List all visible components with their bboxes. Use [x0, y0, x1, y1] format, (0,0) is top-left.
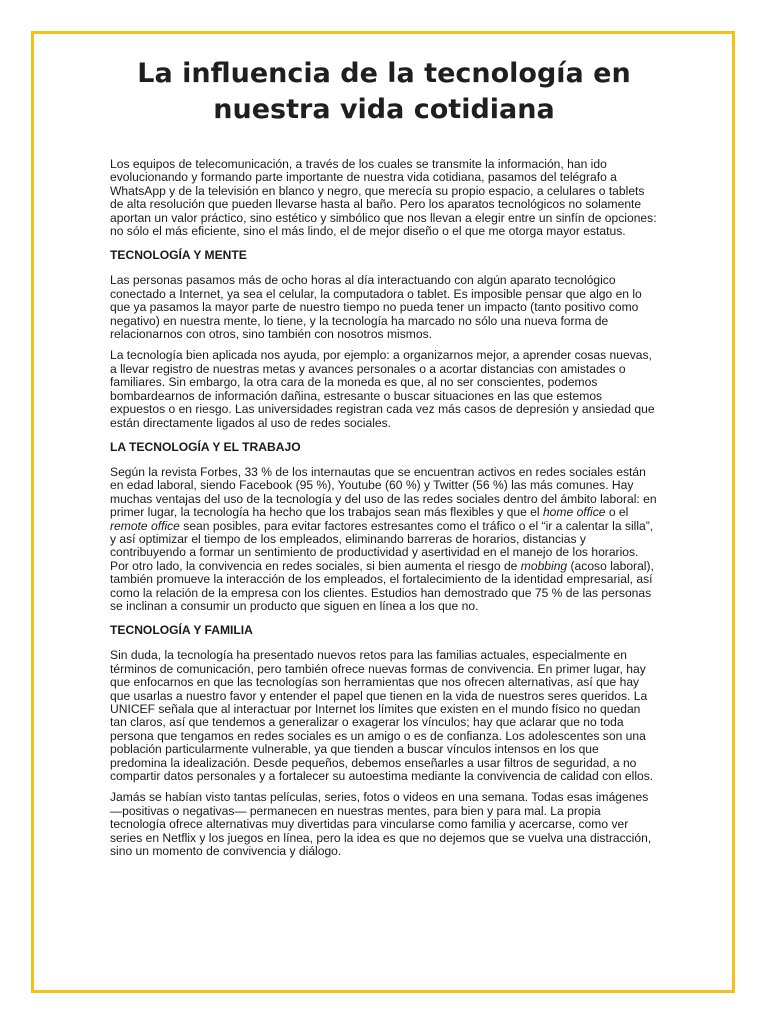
- mente-paragraph-1: Las personas pasamos más de ocho horas al día interactuando con algún aparato tecnológico conectado a Internet, ya sea el celular, la computadora o tablet. Es imposible pensar que algo en lo que ya pasamos la mayor parte de nuestro tiempo no pueda tener un impacto (tanto positivo como negativo) en nuestra mente, lo tiene, y la tecnología ha marcado no sólo una nueva forma de relacionarnos con otros, sino también con nosotros mismos.: [110, 273, 642, 342]
- page-title: La influencia de la tecnología en nuestra vida cotidiana: [137, 58, 631, 125]
- trabajo-text-a: Según la revista Forbes, 33 % de los internautas que se encuentran activos en redes sociales están en edad laboral, siendo Facebook (95 %), Youtube (60 %) y Twitter (56 %) las más comunes. Hay muchas ventajas del uso de la tecnología y del uso de las redes sociales dentro del ámbito laboral: en primer lugar, la tecnología ha hecho que los trabajos sean más flexibles y que el: [110, 464, 657, 520]
- trabajo-text-c: sean posibles, para evitar factores estresantes como el tráfico o el “ir a calentar la silla”, y así optimizar el tiempo de los empleados, eliminando barreras de horarios, distancias y contribuyendo a formar un sentimiento de productividad y asertividad en el manejo de los horarios. Por otro lado, la convivencia en redes sociales, si bien aumenta el riesgo de: [110, 518, 654, 573]
- section-heading-mente: TECNOLOGÍA Y MENTE: [110, 248, 247, 263]
- home-office-term: home office: [542, 505, 606, 520]
- familia-paragraph-1: Sin duda, la tecnología ha presentado nuevos retos para las familias actuales, especialmente en términos de comunicación, pero también ofrece nuevas formas de convivencia. En primer lugar, hay que enfocarnos en que las tecnologías son herramientas que nos ofrecen alternativas, así que hay que usarlas a nuestro favor y entender el papel que tienen en la vida de nuestros seres queridos. La UNICEF señala que al interactuar por Internet los límites que existen en el mundo físico no quedan tan claros, así que tendemos a generalizar o exagerar los vínculos; hay que aclarar que no toda persona que tengamos en redes sociales es un amigo o es de confianza. Los adolescentes son una población particularmente vulnerable, ya que tienden a buscar vínculos intensos en los que predomina la idealización. Desde pequeños, debemos enseñarles a usar filtros de seguridad, a no compartir datos personales y a fortalecer su autoestima mediante la convivencia de calidad con ellos.: [110, 648, 654, 784]
- section-heading-trabajo: LA TECNOLOGÍA Y EL TRABAJO: [110, 439, 301, 454]
- document-body: [110, 56, 658, 866]
- remote-office-term: remote office: [110, 518, 180, 533]
- section-heading-familia: TECNOLOGÍA Y FAMILIA: [110, 623, 253, 638]
- familia-paragraph-2: Jamás se habían visto tantas películas, series, fotos o videos en una semana. Todas esas imágenes —positivas o negativas— permanecen en nuestras mentes, para bien y para mal. La propia tecnología ofrece alternativas muy divertidas para vincularse como familia y acercarse, como ver series en Netflix y los juegos en línea, pero la idea es que no dejemos que se vuelva una distracción, sino un momento de convivencia y diálogo.: [110, 790, 652, 859]
- trabajo-paragraph: [110, 466, 658, 613]
- trabajo-text-b: o el: [605, 505, 629, 520]
- mente-paragraph-2: La tecnología bien aplicada nos ayuda, por ejemplo: a organizarnos mejor, a aprender cosas nuevas, a llevar registro de nuestras metas y avances personales o a acortar distancias con amistades o familiares. Sin embargo, la otra cara de la moneda es que, al no ser conscientes, podemos bombardearnos de información dañina, estresante o buscar situaciones en las que estemos expuestos o en riesgo. Las universidades registran cada vez más casos de depresión y ansiedad que están directamente ligados al uso de redes sociales.: [110, 348, 655, 430]
- mobbing-term: mobbing: [520, 558, 568, 573]
- intro-paragraph: Los equipos de telecomunicación, a través de los cuales se transmite la información, han ido evolucionando y formando parte importante de nuestra vida cotidiana, pasamos del telégrafo a WhatsApp y de la televisión en blanco y negro, que merecía su propio espacio, a celulares o tablets de alta resolución que pueden llevarse hasta al baño. Pero los aparatos tecnológicos no solamente aportan un valor práctico, sino estético y simbólico que nos llevan a elegir entre un sinfín de opciones: no sólo el más eficiente, sino el más lindo, el de mejor diseño o el que me otorga mayor estatus.: [110, 157, 657, 239]
- trabajo-text-d: (acoso laboral), también promueve la interacción de los empleados, el fortalecimiento de la identidad empresarial, así como la relación de la empresa con los clientes. Estudios han demostrado que 75 % de las personas se inclinan a consumir un producto que siguen en línea a los que no.: [110, 558, 654, 613]
